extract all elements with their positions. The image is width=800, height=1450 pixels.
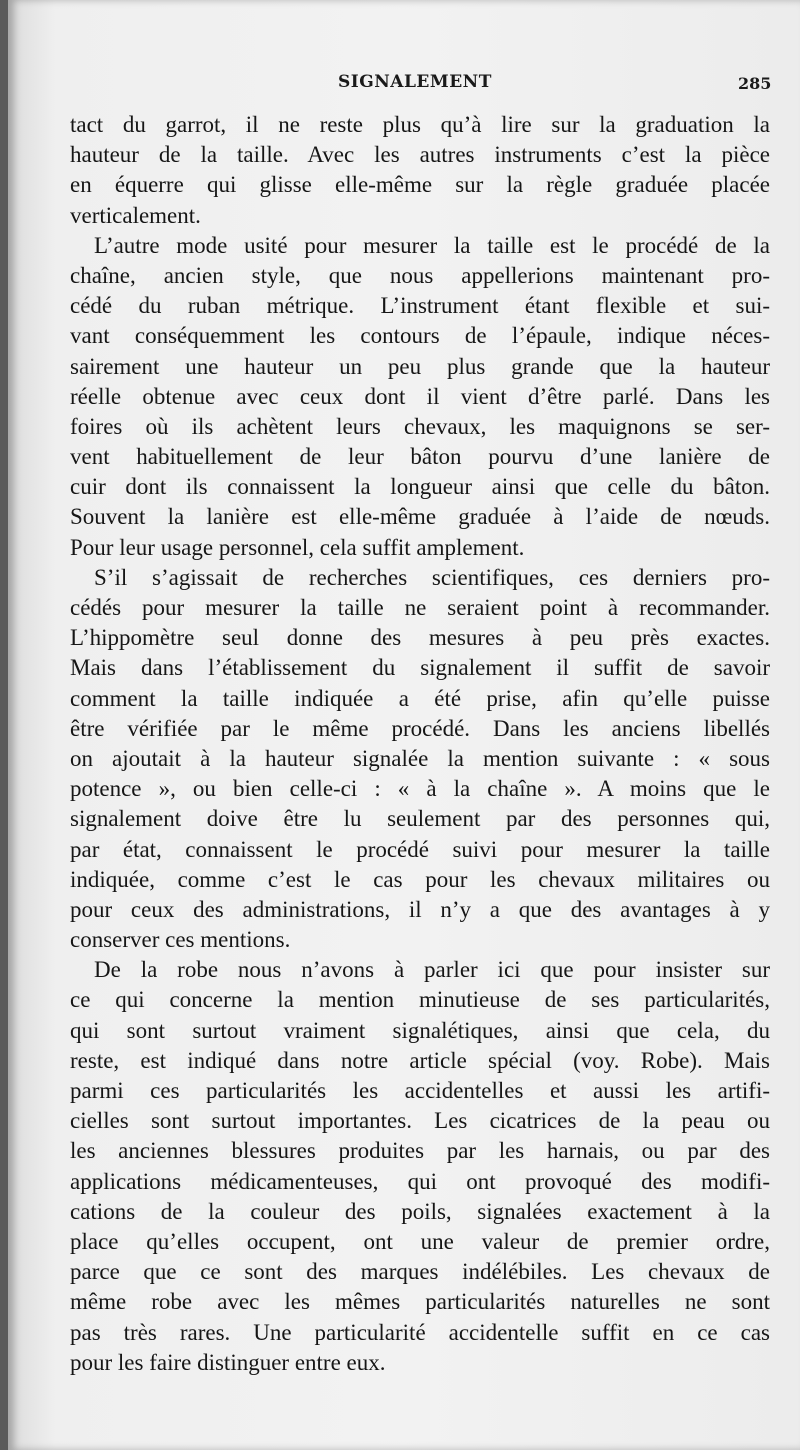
text-line: cuir dont ils connaissent la longueur ainsi que celle du bâton. <box>70 474 770 500</box>
text-line: Pour leur usage personnel, cela suffit amplement. <box>70 534 525 560</box>
text-line: pour ceux des administrations, il n’y a que des avantages à y <box>70 896 770 922</box>
text-line: ce qui concerne la mention minutieuse de ses particularités, <box>70 987 770 1013</box>
text-line: en équerre qui glisse elle-même sur la règle graduée placée <box>70 172 770 198</box>
text-line: verticalement. <box>70 202 201 228</box>
text-line: place qu’elles occupent, ont une valeur de premier ordre, <box>70 1228 770 1254</box>
text-line: vent habituellement de leur bâton pourvu d’une lanière de <box>70 444 770 470</box>
text-line: cations de la couleur des poils, signalées exactement à la <box>70 1198 770 1224</box>
body-text <box>70 110 770 1378</box>
text-line: reste, est indiqué dans notre article spécial (voy. Robe). Mais <box>70 1047 770 1073</box>
text-line: parce que ce sont des marques indélébiles. Les chevaux de <box>70 1259 770 1285</box>
running-head <box>8 72 800 102</box>
text-line: par état, connaissent le procédé suivi pour mesurer la taille <box>70 836 770 862</box>
text-line: comment la taille indiquée a été prise, afin qu’elle puisse <box>70 685 770 711</box>
text-line: être vérifiée par le même procédé. Dans les anciens libellés <box>70 715 770 741</box>
text-line: cédés pour mesurer la taille ne seraient point à recommander. <box>70 595 770 620</box>
text-line: Souvent la lanière est elle-même graduée à l’aide de nœuds. <box>70 504 770 530</box>
text-line: foires où ils achètent leurs chevaux, les maquignons se ser- <box>70 413 770 439</box>
text-line: conserver ces mentions. <box>70 927 291 953</box>
book-page <box>8 0 800 1450</box>
running-title: SIGNALEMENT <box>338 72 492 92</box>
text-line: parmi ces particularités les accidentelles et aussi les artifi- <box>70 1078 770 1103</box>
text-line: même robe avec les mêmes particularités naturelles ne sont <box>70 1289 770 1315</box>
text-line: cielles sont surtout importantes. Les cicatrices de la peau ou <box>70 1108 770 1134</box>
page-number: 285 <box>738 74 772 93</box>
text-line: Mais dans l’établissement du signalement il suffit de savoir <box>70 655 770 681</box>
text-line: sairement une hauteur un peu plus grande que la hauteur <box>70 353 770 379</box>
text-line: pour les faire distinguer entre eux. <box>70 1349 386 1375</box>
text-line: applications médicamenteuses, qui ont provoqué des modifi- <box>70 1168 770 1194</box>
text-line: vant conséquemment les contours de l’épaule, indique néces- <box>70 323 770 349</box>
text-line: chaîne, ancien style, que nous appellerions maintenant pro- <box>70 262 770 288</box>
text-line: les anciennes blessures produites par les harnais, ou par des <box>70 1138 770 1164</box>
text-line: potence », ou bien celle-ci : « à la chaîne ». A moins que le <box>70 776 770 802</box>
text-line: pas très rares. Une particularité accidentelle suffit en ce cas <box>70 1319 770 1345</box>
text-line: cédé du ruban métrique. L’instrument étant flexible et sui- <box>70 293 770 319</box>
text-line: hauteur de la taille. Avec les autres instruments c’est la pièce <box>70 142 770 168</box>
text-line: L’autre mode usité pour mesurer la taille est le procédé de la <box>94 232 770 258</box>
text-line: tact du garrot, il ne reste plus qu’à lire sur la graduation la <box>70 112 770 137</box>
text-line: qui sont surtout vraiment signalétiques, ainsi que cela, du <box>70 1017 770 1043</box>
text-line: indiquée, comme c’est le cas pour les chevaux militaires ou <box>70 866 770 892</box>
text-line: L’hippomètre seul donne des mesures à peu près exactes. <box>70 625 770 651</box>
text-line: réelle obtenue avec ceux dont il vient d’être parlé. Dans les <box>70 383 770 409</box>
text-line: De la robe nous n’avons à parler ici que pour insister sur <box>94 957 770 983</box>
text-line: signalement doive être lu seulement par des personnes qui, <box>70 806 770 832</box>
text-line: S’il s’agissait de recherches scientifiques, ces derniers pro- <box>94 564 770 590</box>
text-line: on ajoutait à la hauteur signalée la mention suivante : « sous <box>70 745 770 771</box>
